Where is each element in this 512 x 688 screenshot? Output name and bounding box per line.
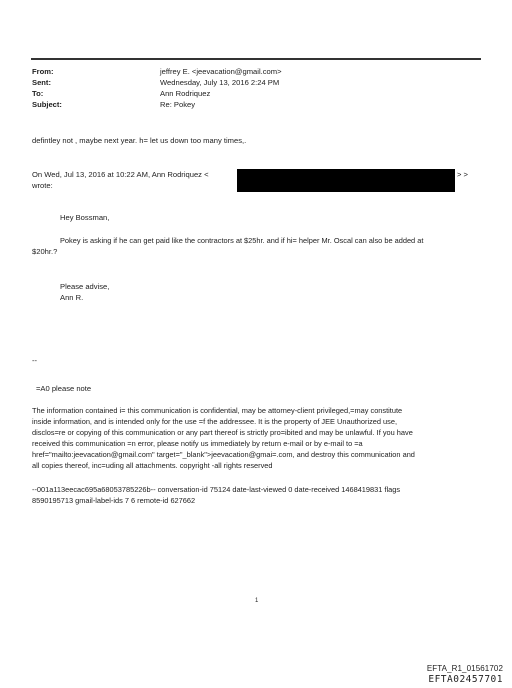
sent-label: Sent:	[32, 78, 51, 87]
please-note-text: =A0 please note	[36, 384, 92, 393]
reply-text: defintley not , maybe next year. h= let us down too many times,.	[32, 136, 247, 145]
disclaimer-line: all copies thereof, inc=uding all attachments. copyright -all rights reserved	[32, 461, 273, 470]
bates-number-1: EFTA_R1_01561702	[426, 664, 503, 673]
page-number: 1	[255, 598, 259, 604]
disclaimer-line: href="mailto:jeevacation@gmail.com" target="_blank">jeevacation@gmai=.com, and destroy this communication and	[32, 450, 415, 459]
from-label: From:	[32, 67, 54, 76]
metadata-line-1: --001a113eecac695a68053785226b-- conversation-id 75124 date-last-viewed 0 date-received 1468419831 flags	[32, 485, 401, 494]
subject-value: Re: Pokey	[160, 100, 196, 109]
subject-label: Subject:	[32, 100, 62, 109]
header-rule	[31, 58, 481, 60]
from-value: jeffrey E. <jeevacation@gmail.com>	[160, 67, 282, 76]
signature-separator: --	[32, 356, 38, 365]
disclaimer-line: The information contained i= this communication is confidential, may be attorney-client privileged,=may constitute	[32, 406, 403, 415]
quote-intro-line-1: On Wed, Jul 13, 2016 at 10:22 AM, Ann Rodriquez <	[32, 170, 209, 179]
disclaimer-line: disclos=re or copying of this communication or any part thereof is strictly pro=ibited and may be unlawful. If you have	[32, 428, 413, 437]
quote-intro-line-2: wrote:	[32, 181, 53, 190]
redaction-box	[237, 169, 455, 192]
to-label: To:	[32, 89, 44, 98]
disclaimer-line: inside information, and is intended only for the use =f the addressee. It is the property of JEE Unauthorized use,	[32, 417, 398, 426]
greeting-text: Hey Bossman,	[60, 213, 110, 222]
to-value: Ann Rodriquez	[160, 89, 211, 98]
bates-number-2: EFTA02457701	[428, 674, 503, 685]
request-line-1: Pokey is asking if he can get paid like the contractors at $25hr. and if hi= helper Mr. Oscal can also be added at	[60, 236, 424, 245]
advise-line-1: Please advise,	[60, 282, 110, 291]
quote-intro-tail: > >	[457, 170, 468, 179]
request-line-2: $20hr.?	[32, 247, 58, 256]
disclaimer-line: received this communication =n error, please notify us immediately by return e-mail or by e-mail to =a	[32, 439, 363, 448]
advise-line-2: Ann R.	[60, 293, 84, 302]
sent-value: Wednesday, July 13, 2016 2:24 PM	[160, 78, 280, 87]
metadata-line-2: 8590195713 gmail-label-ids 7 6 remote-id 627662	[32, 496, 196, 505]
